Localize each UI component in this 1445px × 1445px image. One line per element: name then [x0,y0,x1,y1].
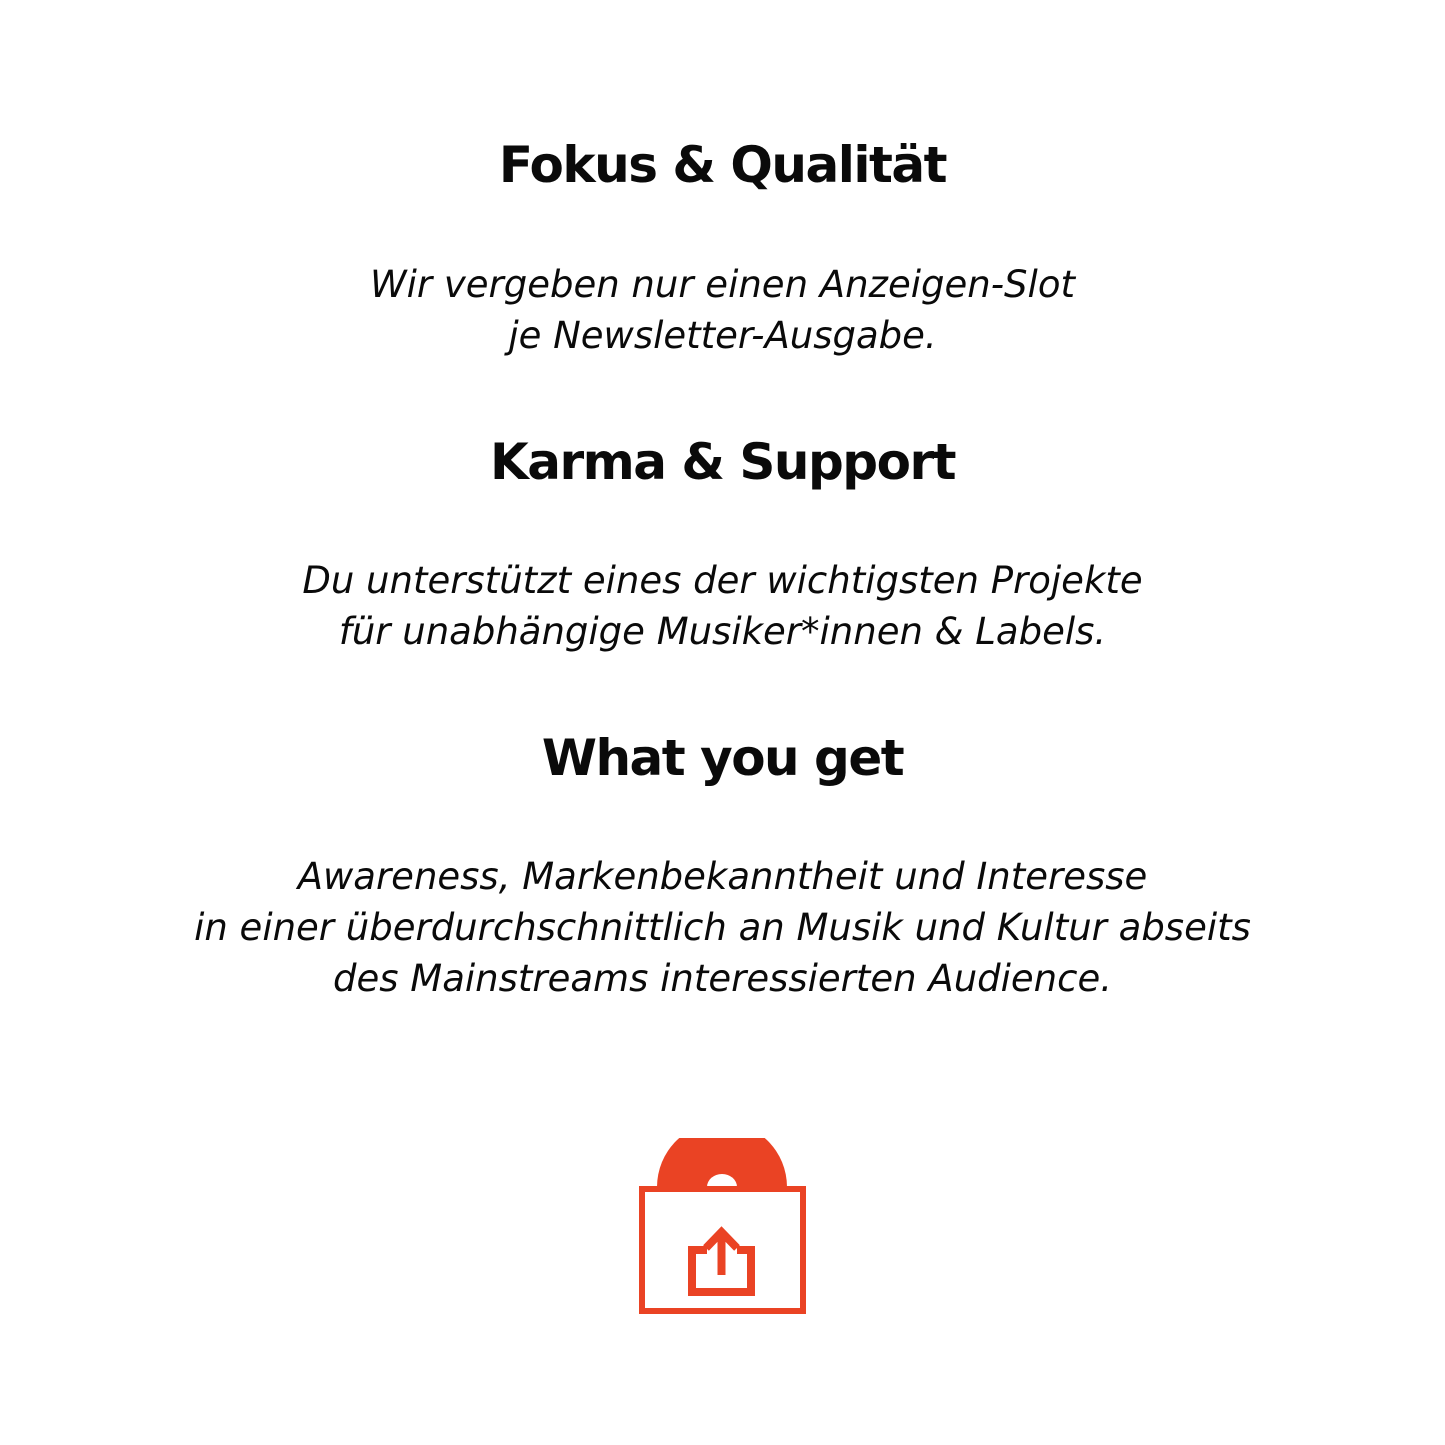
section-heading-what-you-get: What you get [541,729,904,787]
section-text-fokus [0,259,1445,361]
section-heading-fokus: Fokus & Qualität [498,136,947,194]
section-heading-karma: Karma & Support [490,433,955,491]
text-line: Wir vergeben nur einen Anzeigen-Slot [370,263,1075,306]
record-sleeve-upload-icon [635,1138,810,1318]
text-line: für unabhängige Musiker*innen & Labels. [338,610,1107,653]
section-text-karma [0,555,1445,657]
text-line: des Mainstreams interessierten Audience. [332,957,1112,1000]
text-line: in einer überdurchschnittlich an Musik und Kultur abseits [194,906,1251,949]
text-line: je Newsletter-Ausgabe. [508,314,937,357]
section-text-what-you-get [0,851,1445,1004]
text-line: Du unterstützt eines der wichtigsten Projekte [302,559,1143,602]
text-line: Awareness, Markenbekanntheit und Interesse [297,855,1148,898]
